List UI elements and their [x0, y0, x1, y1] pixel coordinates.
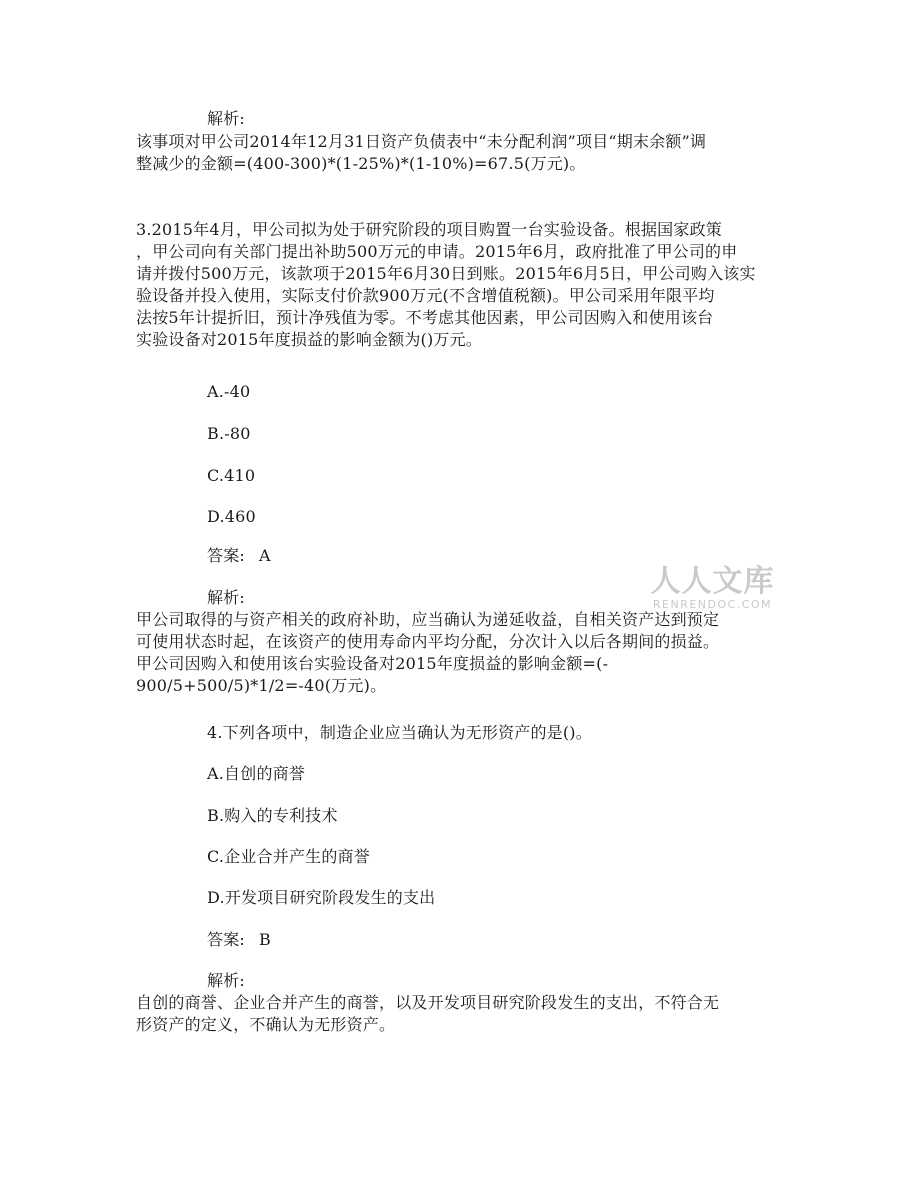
q3-analysis-line: 甲公司因购入和使用该台实验设备对2015年度损益的影响金额=(-	[136, 654, 609, 673]
watermark-subtitle: RENRENDOC.COM	[652, 598, 773, 611]
q3-answer-label: 答案:	[207, 546, 245, 565]
q3-analysis-label: 解析:	[207, 588, 245, 607]
q4-analysis-line: 自创的商誉、企业合并产生的商誉，以及开发项目研究阶段发生的支出，不符合无	[136, 993, 720, 1012]
q4-option-c: C.企业合并产生的商誉	[207, 847, 370, 866]
q3-analysis-line: 900/5+500/5)*1/2=-40(万元)。	[136, 676, 387, 695]
q3-analysis-line: 可使用状态时起，在该资产的使用寿命内平均分配，分次计入以后各期间的损益。	[136, 632, 720, 651]
q2-analysis-line: 该事项对甲公司2014年12月31日资产负债表中“未分配利润”项目“期末余额”调	[136, 132, 707, 151]
q4-analysis-label: 解析:	[207, 971, 245, 990]
q4-answer-value: B	[259, 930, 271, 949]
q4-option-a: A.自创的商誉	[207, 764, 306, 783]
q3-option-b: B.-80	[207, 424, 251, 443]
q4-analysis-line: 形资产的定义，不确认为无形资产。	[136, 1015, 396, 1034]
q3-option-d: D.460	[207, 507, 256, 526]
q3-option-c: C.410	[207, 466, 256, 485]
q3-stem-line: 法按5年计提折旧，预计净残值为零。不考虑其他因素，甲公司因购入和使用该台	[136, 308, 714, 327]
q2-analysis-line: 整减少的金额=(400-300)*(1-25%)*(1-10%)=67.5(万元)。	[136, 154, 586, 173]
q4-answer	[207, 929, 867, 951]
q3-stem-line: 3.2015年4月，甲公司拟为处于研究阶段的项目购置一台实验设备。根据国家政策	[136, 220, 722, 239]
q4-stem: 4.下列各项中，制造企业应当确认为无形资产的是()。	[207, 723, 592, 742]
q3-stem-line: ，甲公司向有关部门提出补助500万元的申请。2015年6月，政府批准了甲公司的申	[136, 242, 738, 261]
q3-analysis-line: 甲公司取得的与资产相关的政府补助，应当确认为递延收益，自相关资产达到预定	[136, 610, 720, 629]
q3-stem-line: 验设备并投入使用，实际支付价款900万元(不含增值税额)。甲公司采用年限平均	[136, 286, 715, 305]
q4-answer-label: 答案:	[207, 930, 245, 949]
q4-option-b: B.购入的专利技术	[207, 806, 338, 825]
q2-analysis-label: 解析:	[207, 109, 245, 128]
watermark-logo	[650, 566, 775, 612]
watermark-title: 人人文库	[650, 564, 775, 599]
q3-stem-line: 请并拨付500万元，该款项于2015年6月30日到账。2015年6月5日，甲公司购入该实	[136, 264, 756, 283]
q3-option-a: A.-40	[207, 382, 251, 401]
q3-answer-value: A	[259, 546, 271, 565]
q3-stem-line: 实验设备对2015年度损益的影响金额为()万元。	[136, 330, 483, 349]
q4-option-d: D.开发项目研究阶段发生的支出	[207, 888, 436, 907]
